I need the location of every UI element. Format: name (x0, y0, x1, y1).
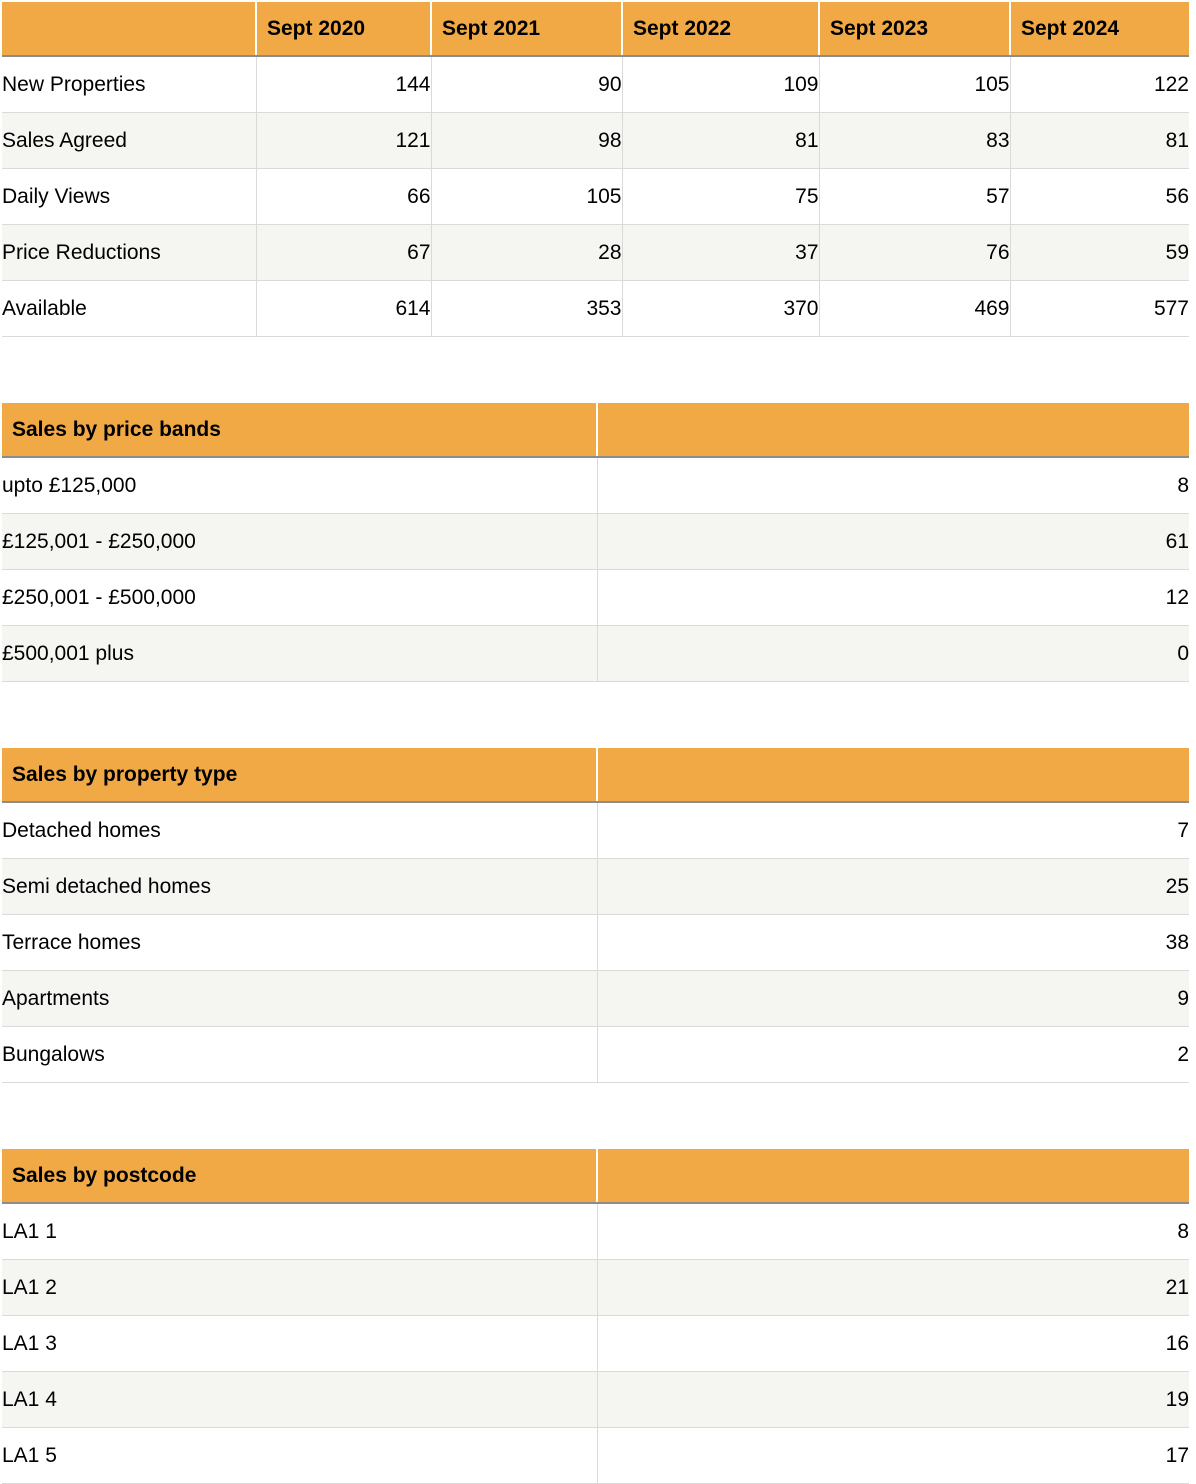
table-title: Sales by property type (2, 748, 597, 802)
row-label: LA1 5 (2, 1428, 597, 1484)
table-row-terrace (2, 915, 1189, 971)
row-value: 75 (622, 169, 819, 225)
row-value: 122 (1010, 56, 1189, 113)
column-header-sept-2022: Sept 2022 (622, 2, 819, 56)
row-value: 577 (1010, 281, 1189, 337)
row-label: Terrace homes (2, 915, 597, 971)
row-value: 25 (597, 859, 1189, 915)
price-bands-header-row (2, 403, 1189, 457)
property-type-header-row (2, 748, 1189, 802)
blank-header-cell (597, 1149, 1189, 1203)
row-value: 21 (597, 1260, 1189, 1316)
row-value: 121 (256, 113, 431, 169)
row-value: 16 (597, 1316, 1189, 1372)
table-title: Sales by postcode (2, 1149, 597, 1203)
table-row-band-upto-125k (2, 457, 1189, 514)
table-row-semi-detached (2, 859, 1189, 915)
row-label: Sales Agreed (2, 113, 256, 169)
table-row-la1-4 (2, 1372, 1189, 1428)
table-row-detached (2, 802, 1189, 859)
table-row-bungalows (2, 1027, 1189, 1083)
table-row-daily-views (2, 169, 1189, 225)
row-value: 0 (597, 626, 1189, 682)
row-label: LA1 1 (2, 1203, 597, 1260)
table-row-apartments (2, 971, 1189, 1027)
row-value: 66 (256, 169, 431, 225)
row-value: 109 (622, 56, 819, 113)
row-value: 7 (597, 802, 1189, 859)
row-label: Apartments (2, 971, 597, 1027)
postcode-header-row (2, 1149, 1189, 1203)
row-value: 8 (597, 457, 1189, 514)
row-value: 28 (431, 225, 622, 281)
row-value: 469 (819, 281, 1010, 337)
row-value: 144 (256, 56, 431, 113)
column-header-sept-2021: Sept 2021 (431, 2, 622, 56)
row-value: 8 (597, 1203, 1189, 1260)
table-row-la1-5 (2, 1428, 1189, 1484)
row-value: 56 (1010, 169, 1189, 225)
row-value: 12 (597, 570, 1189, 626)
table-row-la1-2 (2, 1260, 1189, 1316)
column-header-sept-2020: Sept 2020 (256, 2, 431, 56)
table-row-available (2, 281, 1189, 337)
row-label: Detached homes (2, 802, 597, 859)
table-row-la1-1 (2, 1203, 1189, 1260)
row-label: LA1 3 (2, 1316, 597, 1372)
row-value: 38 (597, 915, 1189, 971)
table-row-band-500k-plus (2, 626, 1189, 682)
row-value: 59 (1010, 225, 1189, 281)
row-value: 67 (256, 225, 431, 281)
row-label: Bungalows (2, 1027, 597, 1083)
row-label: LA1 2 (2, 1260, 597, 1316)
row-label: Available (2, 281, 256, 337)
blank-header-cell (597, 403, 1189, 457)
row-label: £250,001 - £500,000 (2, 570, 597, 626)
row-value: 61 (597, 514, 1189, 570)
table-title: Sales by price bands (2, 403, 597, 457)
yearly-stats-table (2, 2, 1189, 337)
table-row-sales-agreed (2, 113, 1189, 169)
postcode-table (2, 1149, 1189, 1484)
row-label: £500,001 plus (2, 626, 597, 682)
table-row-band-250k-500k (2, 570, 1189, 626)
column-header-sept-2024: Sept 2024 (1010, 2, 1189, 56)
blank-header-cell (597, 748, 1189, 802)
row-value: 90 (431, 56, 622, 113)
row-value: 81 (622, 113, 819, 169)
row-value: 37 (622, 225, 819, 281)
row-label: Daily Views (2, 169, 256, 225)
table-row-la1-3 (2, 1316, 1189, 1372)
table-row-price-reductions (2, 225, 1189, 281)
row-value: 19 (597, 1372, 1189, 1428)
corner-header-cell (2, 2, 256, 56)
row-label: upto £125,000 (2, 457, 597, 514)
row-label: Price Reductions (2, 225, 256, 281)
row-value: 353 (431, 281, 622, 337)
property-type-table (2, 748, 1189, 1083)
row-value: 370 (622, 281, 819, 337)
row-value: 2 (597, 1027, 1189, 1083)
yearly-header-row (2, 2, 1189, 56)
column-header-sept-2023: Sept 2023 (819, 2, 1010, 56)
row-value: 83 (819, 113, 1010, 169)
row-value: 81 (1010, 113, 1189, 169)
row-label: LA1 4 (2, 1372, 597, 1428)
price-bands-table (2, 403, 1189, 682)
table-row-new-properties (2, 56, 1189, 113)
table-row-band-125k-250k (2, 514, 1189, 570)
row-value: 9 (597, 971, 1189, 1027)
row-value: 17 (597, 1428, 1189, 1484)
row-value: 105 (819, 56, 1010, 113)
row-label: £125,001 - £250,000 (2, 514, 597, 570)
row-value: 105 (431, 169, 622, 225)
row-label: Semi detached homes (2, 859, 597, 915)
row-value: 76 (819, 225, 1010, 281)
row-label: New Properties (2, 56, 256, 113)
row-value: 614 (256, 281, 431, 337)
row-value: 57 (819, 169, 1010, 225)
row-value: 98 (431, 113, 622, 169)
